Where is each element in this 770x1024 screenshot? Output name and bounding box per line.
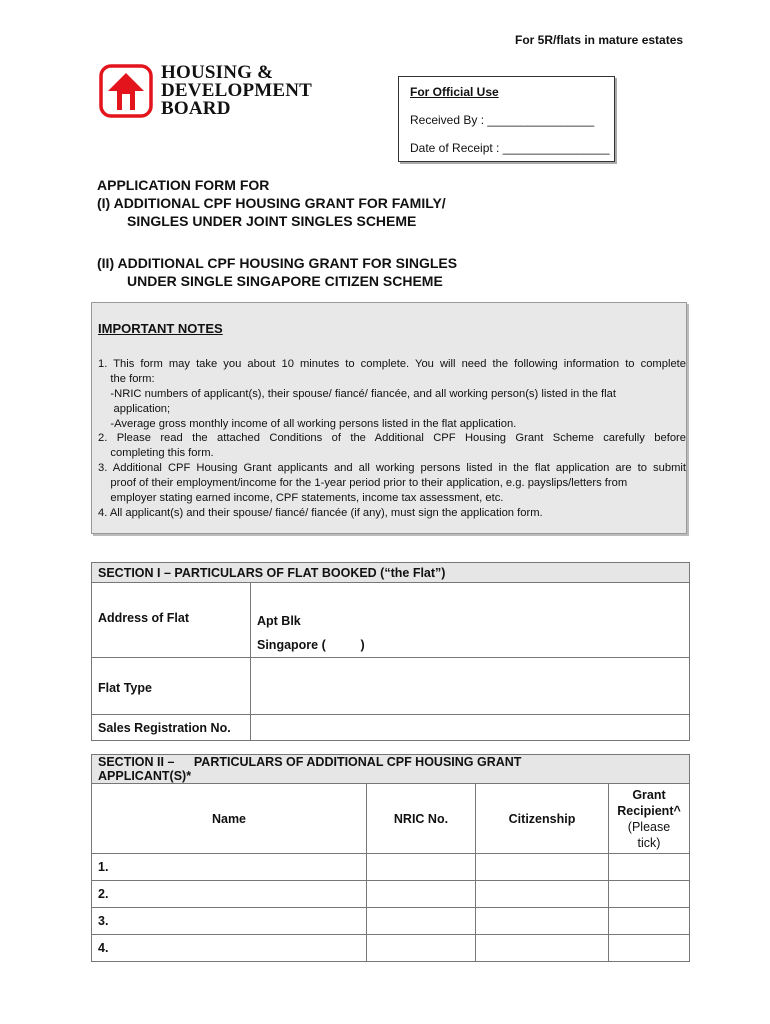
column-name-header: Name: [92, 784, 367, 854]
note-line: proof of their employment/income for the 1-year period prior to their application, e.g. payslips/letters from: [98, 477, 628, 490]
applicant-nric-field[interactable]: [367, 881, 476, 908]
applicant-nric-field[interactable]: [367, 908, 476, 935]
flat-type-field[interactable]: [251, 658, 690, 715]
note-line: 4. All applicant(s) and their spouse/ fiancé/ fiancée (if any), must sign the application form.: [98, 506, 543, 519]
column-citizenship-header: Citizenship: [476, 784, 609, 854]
form-title-line-3: SINGLES UNDER JOINT SINGLES SCHEME: [127, 213, 417, 229]
address-of-flat-label: Address of Flat: [92, 583, 251, 658]
note-line: 2. Please read the attached Conditions of the Additional CPF Housing Grant Scheme carefully before: [98, 432, 686, 445]
form-title-line-4: (II) ADDITIONAL CPF HOUSING GRANT FOR SINGLES: [97, 255, 458, 271]
section-2-table: [91, 754, 690, 962]
section-2-header-left: SECTION II –: [98, 755, 175, 769]
note-line: the form:: [98, 372, 155, 385]
sales-registration-label: Sales Registration No.: [92, 715, 251, 741]
note-line: -Average gross monthly income of all working persons listed in the flat application.: [98, 417, 517, 430]
section-1-table: [91, 562, 690, 741]
note-line: completing this form.: [98, 447, 214, 460]
grant-header-line-1: Grant: [632, 787, 666, 802]
applicant-row-number: 3.: [92, 908, 200, 935]
applicant-nric-field[interactable]: [367, 935, 476, 962]
section-2-header: [92, 755, 609, 784]
grant-header-line-2: Recipient^: [617, 803, 681, 818]
applicant-nric-field[interactable]: [367, 854, 476, 881]
applicant-name-field[interactable]: [199, 935, 367, 962]
applicant-citizenship-field[interactable]: [476, 908, 609, 935]
apt-blk-label: Apt Blk: [257, 614, 301, 628]
sales-registration-field[interactable]: [251, 715, 690, 741]
hdb-logo: [99, 64, 339, 124]
house-arrow-icon: [99, 64, 153, 118]
official-use-box: [398, 76, 615, 162]
important-notes-list: [98, 357, 686, 521]
grant-recipient-checkbox[interactable]: [609, 881, 690, 908]
note-line: 1. This form may take you about 10 minutes to complete. You will need the following information to complete: [98, 358, 686, 370]
grant-header-line-4: tick): [637, 835, 661, 850]
applicant-name-field[interactable]: [199, 908, 367, 935]
applicant-citizenship-field[interactable]: [476, 881, 609, 908]
date-of-receipt-field: Date of Receipt : ________________: [410, 141, 610, 155]
grant-header-line-3: (Please: [627, 819, 671, 834]
section-2-header-end: [609, 755, 690, 784]
note-line: 3. Additional CPF Housing Grant applicants and all working persons listed in the flat application are to submit: [98, 462, 686, 475]
column-nric-header: NRIC No.: [367, 784, 476, 854]
logo-line-2: DEVELOPMENT: [161, 80, 313, 101]
form-title-line-1: APPLICATION FORM FOR: [97, 177, 270, 193]
note-line: application;: [98, 402, 171, 415]
received-by-field: Received By : ________________: [410, 113, 595, 127]
logo-line-3: BOARD: [161, 98, 231, 119]
applicant-citizenship-field[interactable]: [476, 854, 609, 881]
section-1-header: SECTION I – PARTICULARS OF FLAT BOOKED (“the Flat”): [92, 563, 690, 583]
address-of-flat-field[interactable]: [251, 583, 690, 658]
note-line: employer stating earned income, CPF statements, income tax assessment, etc.: [98, 492, 504, 505]
grant-recipient-checkbox[interactable]: [609, 935, 690, 962]
column-grant-recipient-header: [609, 784, 690, 854]
grant-recipient-checkbox[interactable]: [609, 854, 690, 881]
applicant-name-field[interactable]: [199, 854, 367, 881]
applicant-citizenship-field[interactable]: [476, 935, 609, 962]
section-2-header-right: PARTICULARS OF ADDITIONAL CPF HOUSING GRANT APPLICANT(S)*: [98, 755, 522, 783]
grant-recipient-checkbox[interactable]: [609, 908, 690, 935]
note-line: -NRIC numbers of applicant(s), their spouse/ fiancé/ fiancée, and all working person(s) listed in the flat: [98, 387, 616, 400]
important-notes-heading: IMPORTANT NOTES: [98, 321, 223, 336]
flat-type-label: Flat Type: [92, 658, 251, 715]
form-title-line-5: UNDER SINGLE SINGAPORE CITIZEN SCHEME: [127, 273, 443, 289]
applicant-row-number: 1.: [92, 854, 200, 881]
official-use-title: For Official Use: [410, 85, 499, 99]
singapore-postal-label: Singapore ( ): [257, 638, 365, 652]
applicant-row-number: 4.: [92, 935, 200, 962]
applicant-name-field[interactable]: [199, 881, 367, 908]
logo-line-1: HOUSING &: [161, 62, 274, 83]
form-variant-note: For 5R/flats in mature estates: [515, 33, 684, 47]
important-notes-box: [91, 302, 687, 534]
logo-wordmark: [161, 64, 312, 118]
form-title-line-2: (I) ADDITIONAL CPF HOUSING GRANT FOR FAMILY/: [97, 195, 446, 211]
applicant-row-number: 2.: [92, 881, 200, 908]
